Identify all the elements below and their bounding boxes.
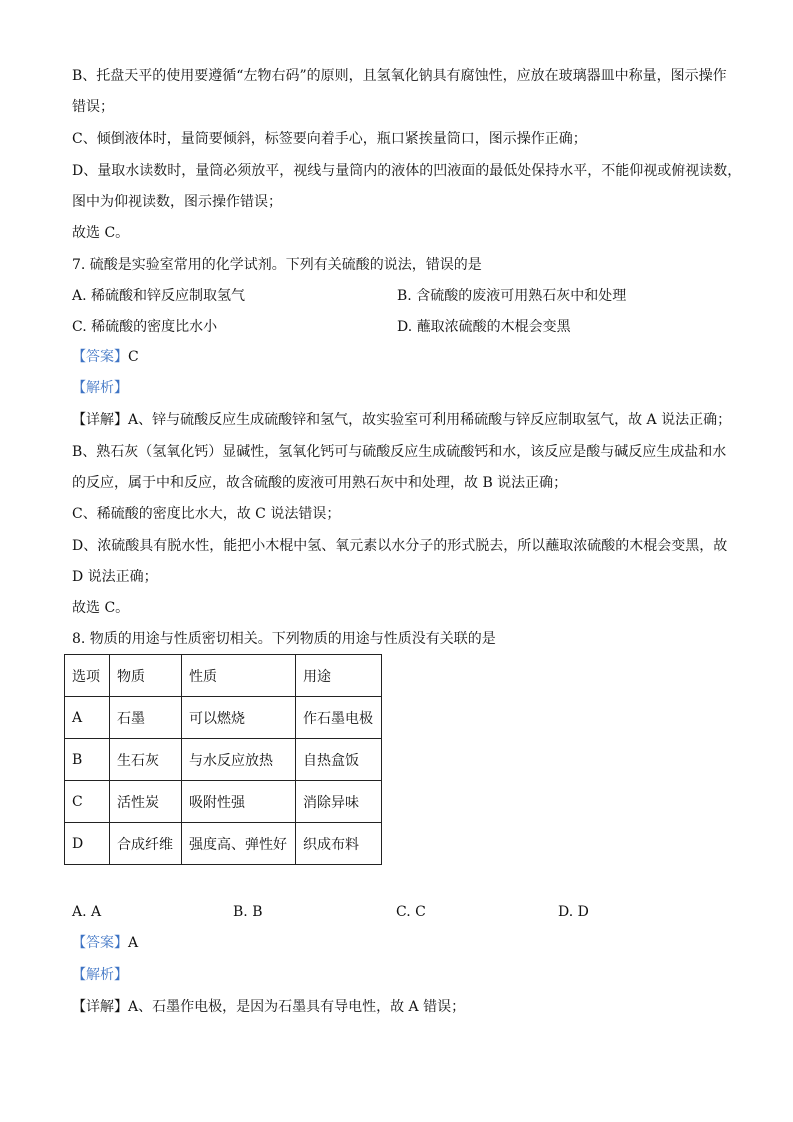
table-cell: 活性炭 [110,781,182,823]
table-row [65,697,382,739]
q7-detail-b-line2: 的反应，属于中和反应，故含硫酸的废液可用熟石灰中和处理，故 B 说法正确； [72,475,568,491]
q8-detail-tag: 【详解】 [72,999,128,1015]
table-header-cell: 物质 [110,655,182,697]
table-cell: 可以燃烧 [182,697,296,739]
table-cell: C [65,781,110,823]
q7-analysis-tag: 【解析】 [72,380,128,396]
table-header-cell: 用途 [296,655,382,697]
prev-explanation-b-line1: B、托盘天平的使用要遵循“左物右码”的原则，且氢氧化钠具有腐蚀性，应放在玻璃器皿中称量，图示操作 [72,68,727,84]
q7-detail-a [72,410,731,430]
table-cell: 自热盒饭 [296,739,382,781]
table-cell: 合成纤维 [110,823,182,865]
table-cell: 石墨 [110,697,182,739]
q7-choose: 故选 C。 [72,600,130,616]
q7-answer-tag: 【答案】 [72,349,128,365]
table-cell: D [65,823,110,865]
q8-option-b: B. B [233,904,263,920]
table-row [65,781,382,823]
q7-answer-value: C [128,349,139,365]
q8-answer-value: A [128,935,139,951]
prev-explanation-b-line2: 错误； [72,99,114,115]
table-cell: 织成布料 [296,823,382,865]
table-cell: 强度高、弹性好 [182,823,296,865]
q7-option-b: B. 含硫酸的废液可用熟石灰中和处理 [397,288,627,304]
q8-detail-a-text: A、石墨作电极，是因为石墨具有导电性，故 A 错误； [128,999,466,1015]
q8-stem: 8. 物质的用途与性质密切相关。下列物质的用途与性质没有关联的是 [72,631,496,647]
table-header-cell: 性质 [182,655,296,697]
q7-detail-c: C、稀硫酸的密度比水大，故 C 说法错误； [72,506,341,522]
table-cell: A [65,697,110,739]
q7-stem: 7. 硫酸是实验室常用的化学试剂。下列有关硫酸的说法，错误的是 [72,257,482,273]
q7-detail-d-line1: D、浓硫酸具有脱水性，能把小木棍中氢、氧元素以水分子的形式脱去，所以蘸取浓硫酸的木棍会变黑，故 [72,538,728,554]
q7-answer [72,347,139,367]
table-header-cell: 选项 [65,655,110,697]
prev-explanation-c: C、倾倒液体时，量筒要倾斜，标签要向着手心，瓶口紧挨量筒口，图示操作正确； [72,131,587,147]
q8-answer [72,933,138,953]
q8-analysis-tag: 【解析】 [72,967,128,983]
q7-option-c: C. 稀硫酸的密度比水小 [72,319,218,335]
q8-option-d: D. D [558,904,589,920]
table-header-row [65,655,382,697]
q7-detail-b-line1: B、熟石灰（氢氧化钙）显碱性，氢氧化钙可与硫酸反应生成硫酸钙和水，该反应是酸与碱反应生成盐和水 [72,444,727,460]
q7-detail-tag: 【详解】 [72,412,128,428]
table-row [65,739,382,781]
table-cell: B [65,739,110,781]
q8-answer-tag: 【答案】 [72,935,128,951]
q8-property-table [64,654,382,865]
q7-detail-a-text: A、锌与硫酸反应生成硫酸锌和氢气，故实验室可利用稀硫酸与锌反应制取氢气，故 A 说法正确； [128,412,732,428]
table-row [65,823,382,865]
q7-option-a: A. 稀硫酸和锌反应制取氢气 [72,288,246,304]
prev-choose: 故选 C。 [72,225,130,241]
prev-explanation-d-line1: D、量取水读数时，量筒必须放平，视线与量筒内的液体的凹液面的最低处保持水平，不能仰视或俯视读数， [72,163,742,179]
q8-option-c: C. C [396,904,426,920]
table-cell: 作石墨电极 [296,697,382,739]
table-cell: 生石灰 [110,739,182,781]
q8-detail-a [72,997,465,1017]
q7-detail-d-line2: D 说法正确； [72,569,158,585]
prev-explanation-d-line2: 图中为仰视读数，图示操作错误； [72,194,282,210]
q8-option-a: A. A [72,904,102,920]
table-cell: 与水反应放热 [182,739,296,781]
table-cell: 消除异味 [296,781,382,823]
q7-option-d: D. 蘸取浓硫酸的木棍会变黑 [397,319,571,335]
table-cell: 吸附性强 [182,781,296,823]
